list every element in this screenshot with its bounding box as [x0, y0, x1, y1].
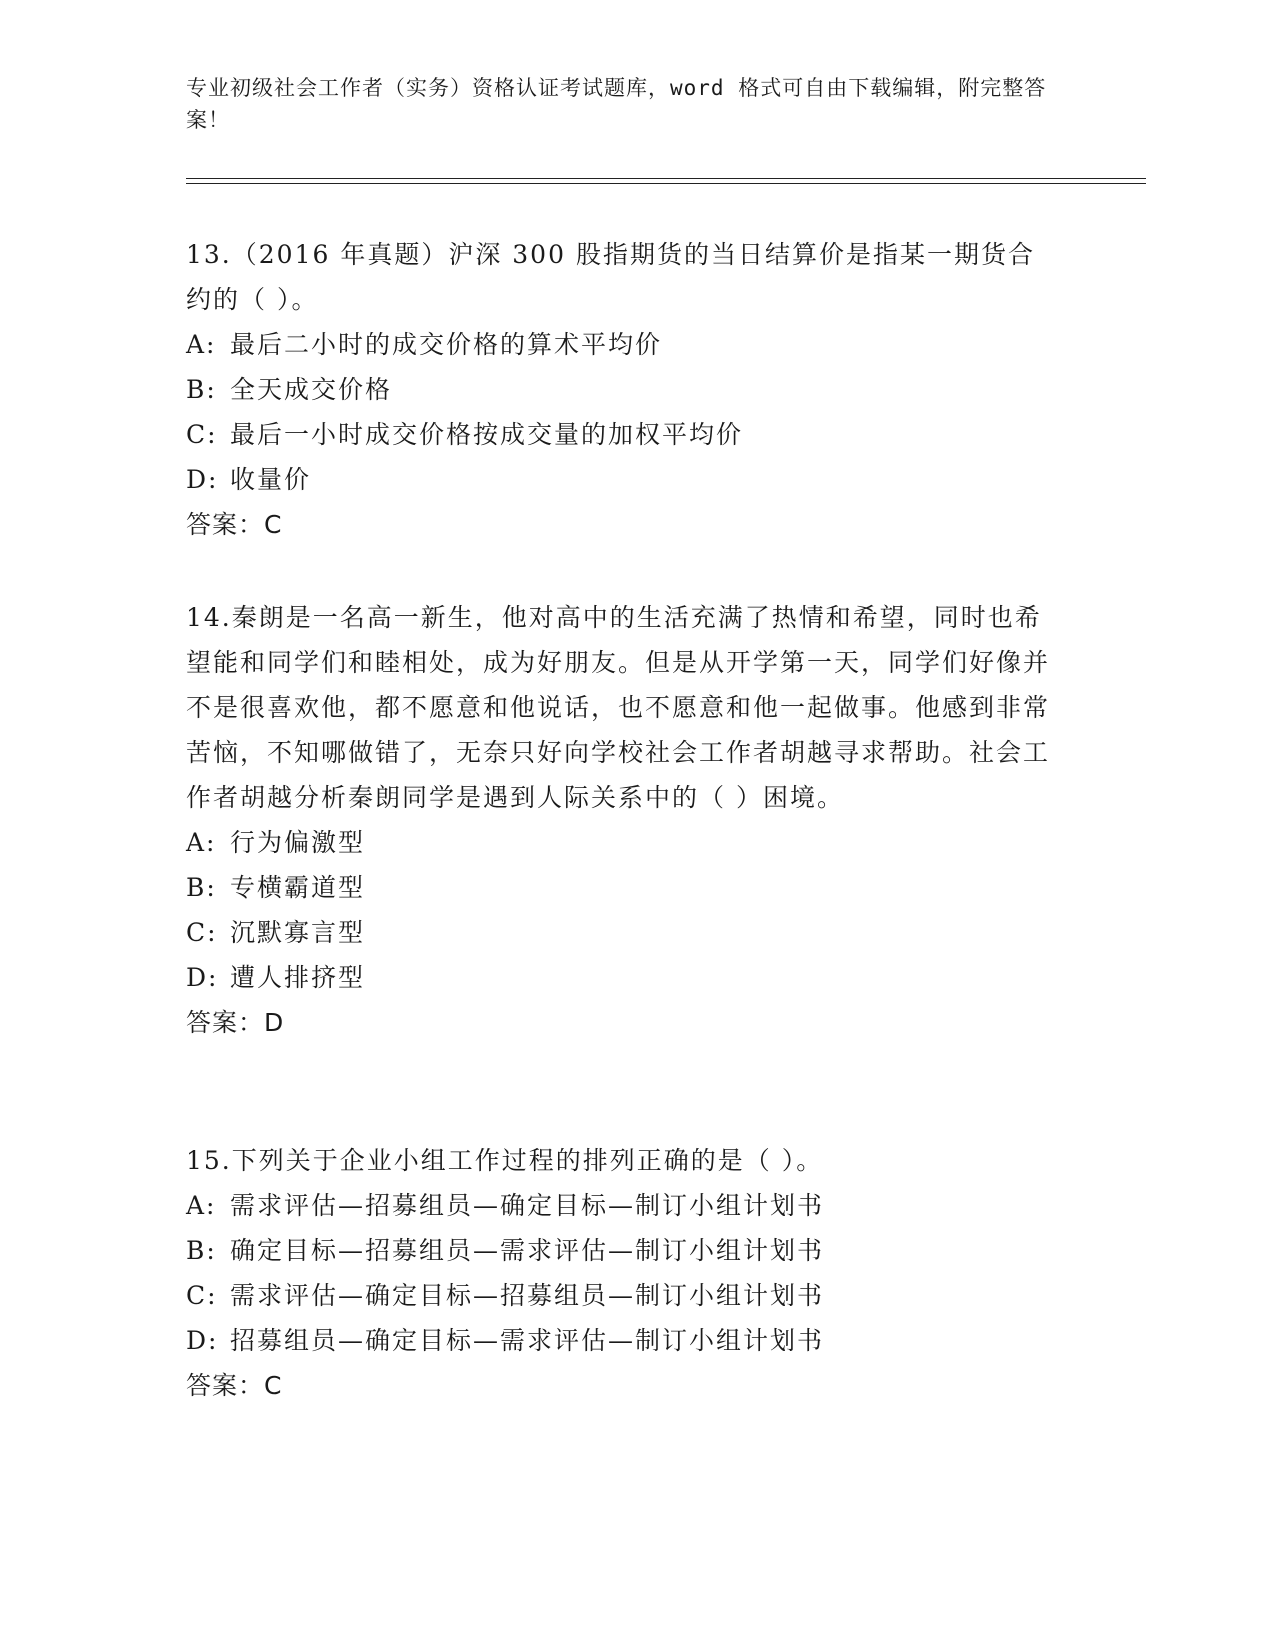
- option-letter: B:: [186, 375, 217, 404]
- option-text: 遭人排挤型: [230, 963, 366, 992]
- option-text: 行为偏激型: [230, 828, 366, 857]
- question-14: [186, 595, 1086, 1045]
- option-d: [186, 955, 1086, 1000]
- option-text: 最后一小时成交价格按成交量的加权平均价: [230, 420, 744, 449]
- question-15: [186, 1138, 1086, 1408]
- option-text: 沉默寡言型: [230, 918, 366, 947]
- answer-label: 答案：C: [186, 1371, 283, 1400]
- answer-label: 答案：C: [186, 510, 283, 539]
- option-text: 全天成交价格: [230, 375, 393, 404]
- option-c: [186, 1273, 1086, 1318]
- option-letter: A:: [186, 828, 217, 857]
- question-13: [186, 232, 1086, 547]
- question-stem: 13.（2016 年真题）沪深 300 股指期货的当日结算价是指某一期货合约的（ ）。: [186, 240, 1035, 314]
- header-divider-top: [186, 178, 1146, 179]
- option-a: [186, 1183, 1086, 1228]
- option-letter: C:: [186, 918, 218, 947]
- option-b: [186, 367, 1086, 412]
- option-letter: C:: [186, 420, 218, 449]
- option-text: 招募组员—确定目标—需求评估—制订小组计划书: [230, 1326, 825, 1355]
- question-stem: 15.下列关于企业小组工作过程的排列正确的是（ ）。: [186, 1146, 824, 1175]
- option-c: [186, 412, 1086, 457]
- option-letter: A:: [186, 330, 217, 359]
- option-a: [186, 820, 1086, 865]
- option-d: [186, 1318, 1086, 1363]
- option-letter: B:: [186, 1236, 217, 1265]
- option-letter: B:: [186, 873, 217, 902]
- option-c: [186, 910, 1086, 955]
- option-b: [186, 865, 1086, 910]
- option-letter: D:: [186, 963, 219, 992]
- page-header: 专业初级社会工作者（实务）资格认证考试题库，word 格式可自由下载编辑，附完整答案！: [186, 76, 1047, 132]
- option-text: 最后二小时的成交价格的算术平均价: [230, 330, 663, 359]
- option-text: 收量价: [230, 465, 312, 494]
- option-text: 需求评估—招募组员—确定目标—制订小组计划书: [230, 1191, 825, 1220]
- option-letter: D:: [186, 465, 219, 494]
- option-text: 专横霸道型: [230, 873, 366, 902]
- header-divider-bottom: [186, 183, 1146, 184]
- option-text: 需求评估—确定目标—招募组员—制订小组计划书: [230, 1281, 825, 1310]
- option-letter: D:: [186, 1326, 219, 1355]
- option-text: 确定目标—招募组员—需求评估—制订小组计划书: [230, 1236, 825, 1265]
- question-stem: 14.秦朗是一名高一新生，他对高中的生活充满了热情和希望，同时也希望能和同学们和睦相处，成为好朋友。但是从开学第一天，同学们好像并不是很喜欢他，都不愿意和他说话，也不愿意和他一起做事。他感到非常苦恼，不知哪做错了，无奈只好向学校社会工作者胡越寻求帮助。社会工作者胡越分析秦朗同学是遇到人际关系中的（ ）困境。: [186, 603, 1051, 812]
- option-a: [186, 322, 1086, 367]
- option-letter: A:: [186, 1191, 217, 1220]
- option-b: [186, 1228, 1086, 1273]
- option-letter: C:: [186, 1281, 218, 1310]
- answer-label: 答案：D: [186, 1008, 285, 1037]
- option-d: [186, 457, 1086, 502]
